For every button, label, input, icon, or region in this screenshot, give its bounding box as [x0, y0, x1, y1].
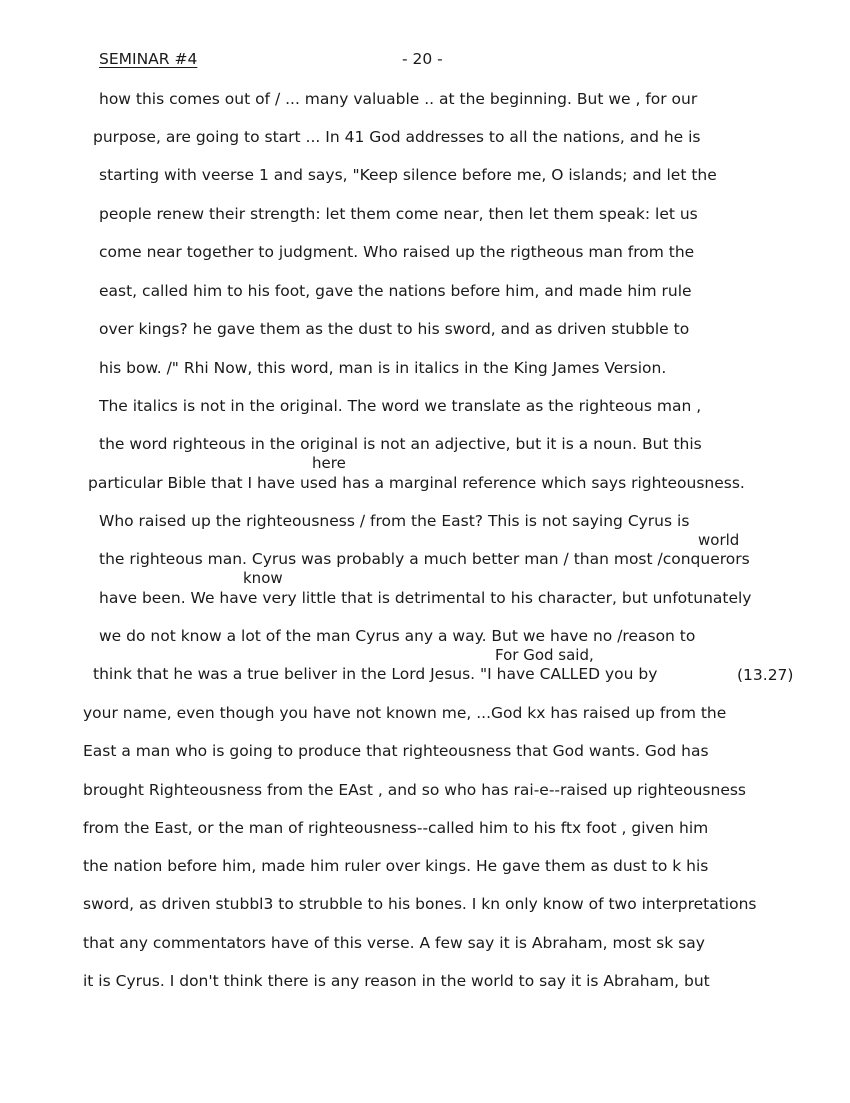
body-line: over kings? he gave them as the dust to his sword, and as driven stubble to	[99, 320, 690, 338]
body-line: we do not know a lot of the man Cyrus any a way. But we have no ∕reason to	[99, 627, 696, 645]
body-line: your name, even though you have not known me, ...God kx has raised up from the	[83, 704, 727, 722]
body-line: from the East, or the man of righteousness--called him to his ftx foot , given him	[83, 819, 709, 837]
insertion-for-god-said: For God said,	[495, 646, 594, 664]
page-number: - 20 -	[402, 50, 443, 68]
insertion-know: know	[243, 569, 283, 587]
body-line: starting with veerse 1 and says, "Keep silence before me, O islands; and let the	[99, 166, 717, 184]
body-line: the nation before him, made him ruler over kings. He gave them as dust to k his	[83, 857, 709, 875]
body-line: people renew their strength: let them come near, then let them speak: let us	[99, 205, 698, 223]
body-line: brought Righteousness from the EAst , and so who has rai-e--raised up righteousness	[83, 781, 747, 799]
body-line: The italics is not in the original. The word we translate as the righteous man ,	[99, 397, 702, 415]
body-line: East a man who is going to produce that righteousness that God wants. God has	[83, 742, 709, 760]
body-line: the word righteous in the original is not an adjective, but it is a noun. But this	[99, 435, 702, 453]
body-line: think that he was a true beliver in the Lord Jesus. "I have CALLED you by	[93, 665, 658, 683]
body-line: Who raised up the righteousness ∕ from the East? This is not saying Cyrus is	[99, 512, 690, 530]
insertion-world: world	[698, 531, 740, 549]
body-line: come near together to judgment. Who raised up the rigtheous man from the	[99, 243, 695, 261]
body-line: east, called him to his foot, gave the nations before him, and made him rule	[99, 282, 692, 300]
body-line: the righteous man. Cyrus was probably a much better man ∕ than most ∕conquerors	[99, 550, 750, 568]
insertion-here: here	[312, 454, 346, 472]
body-line: his bow. ∕" Rhi Now, this word, man is in italics in the King James Version.	[99, 359, 667, 377]
body-line: have been. We have very little that is detrimental to his character, but unfotunately	[99, 589, 752, 607]
seminar-title: SEMINAR #4	[99, 50, 198, 68]
body-line: purpose, are going to start ... In 41 God addresses to all the nations, and he is	[93, 128, 701, 146]
body-line: sword, as driven stubbl3 to strubble to his bones. I kn only know of two interpretations	[83, 895, 757, 913]
margin-timestamp: (13.27)	[737, 666, 794, 684]
body-line: that any commentators have of this verse. A few say it is Abraham, most sk say	[83, 934, 705, 952]
body-line: particular Bible that I have used has a marginal reference which says righteousness.	[88, 474, 745, 492]
body-line: it is Cyrus. I don't think there is any reason in the world to say it is Abraham, but	[83, 972, 710, 990]
body-line: how this comes out of ∕ ... many valuable .. at the beginning. But we , for our	[99, 90, 698, 108]
